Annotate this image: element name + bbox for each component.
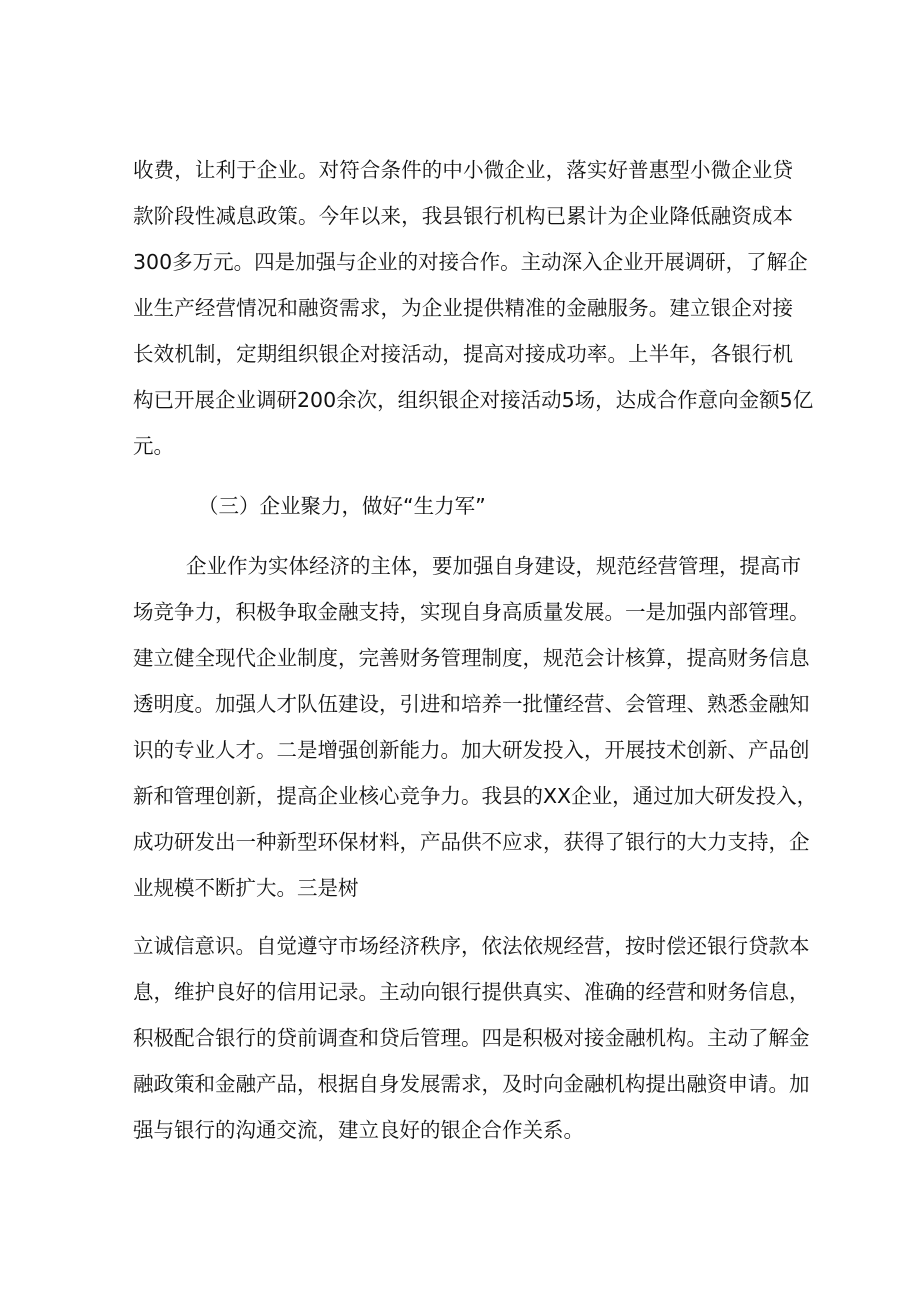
text-line: 业规模不断扩大。三是树	[133, 876, 359, 900]
text-line: 立诚信意识。自觉遵守市场经济秩序，依法依规经营，按时偿还银行贷款本	[133, 934, 810, 958]
text-line: 收费，让利于企业。对符合条件的中小微企业，落实好普惠型小微企业贷	[133, 158, 793, 182]
text-line: 场竞争力，积极争取金融支持，实现自身高质量发展。一是加强内部管理。	[133, 600, 810, 624]
section-heading: （三）企业聚力，做好“生力军”	[198, 494, 486, 518]
text-line: 款阶段性减息政策。今年以来，我县银行机构已累计为企业降低融资成本	[133, 204, 793, 228]
text-line: 识的专业人才。二是增强创新能力。加大研发投入，开展技术创新、产品创	[133, 738, 810, 762]
text-line: 透明度。加强人才队伍建设，引进和培养一批懂经营、会管理、熟悉金融知	[133, 692, 810, 716]
text-line: 元。	[133, 434, 174, 458]
text-line: 息，维护良好的信用记录。主动向银行提供真实、准确的经营和财务信息，	[133, 980, 810, 1004]
text-line: 融政策和金融产品，根据自身发展需求，及时向金融机构提出融资申请。加	[133, 1072, 810, 1096]
text-line: 建立健全现代企业制度，完善财务管理制度，规范会计核算，提高财务信息	[133, 646, 810, 670]
text-line: 300多万元。四是加强与企业的对接合作。主动深入企业开展调研，了解企	[133, 250, 808, 274]
text-line: 企业作为实体经济的主体，要加强自身建设，规范经营管理，提高市	[186, 554, 801, 578]
text-line: 成功研发出一种新型环保材料，产品供不应求，获得了银行的大力支持，企	[133, 830, 810, 854]
text-line: 积极配合银行的贷前调查和贷后管理。四是积极对接金融机构。主动了解金	[133, 1026, 810, 1050]
text-line: 强与银行的沟通交流，建立良好的银企合作关系。	[133, 1118, 584, 1142]
text-line: 业生产经营情况和融资需求，为企业提供精准的金融服务。建立银企对接	[133, 296, 793, 320]
text-line: 构已开展企业调研200余次，组织银企对接活动5场，达成合作意向金额5亿	[133, 388, 814, 412]
text-line: 新和管理创新，提高企业核心竞争力。我县的XX企业，通过加大研发投入，	[133, 784, 818, 808]
text-line: 长效机制，定期组织银企对接活动，提高对接成功率。上半年，各银行机	[133, 342, 793, 366]
